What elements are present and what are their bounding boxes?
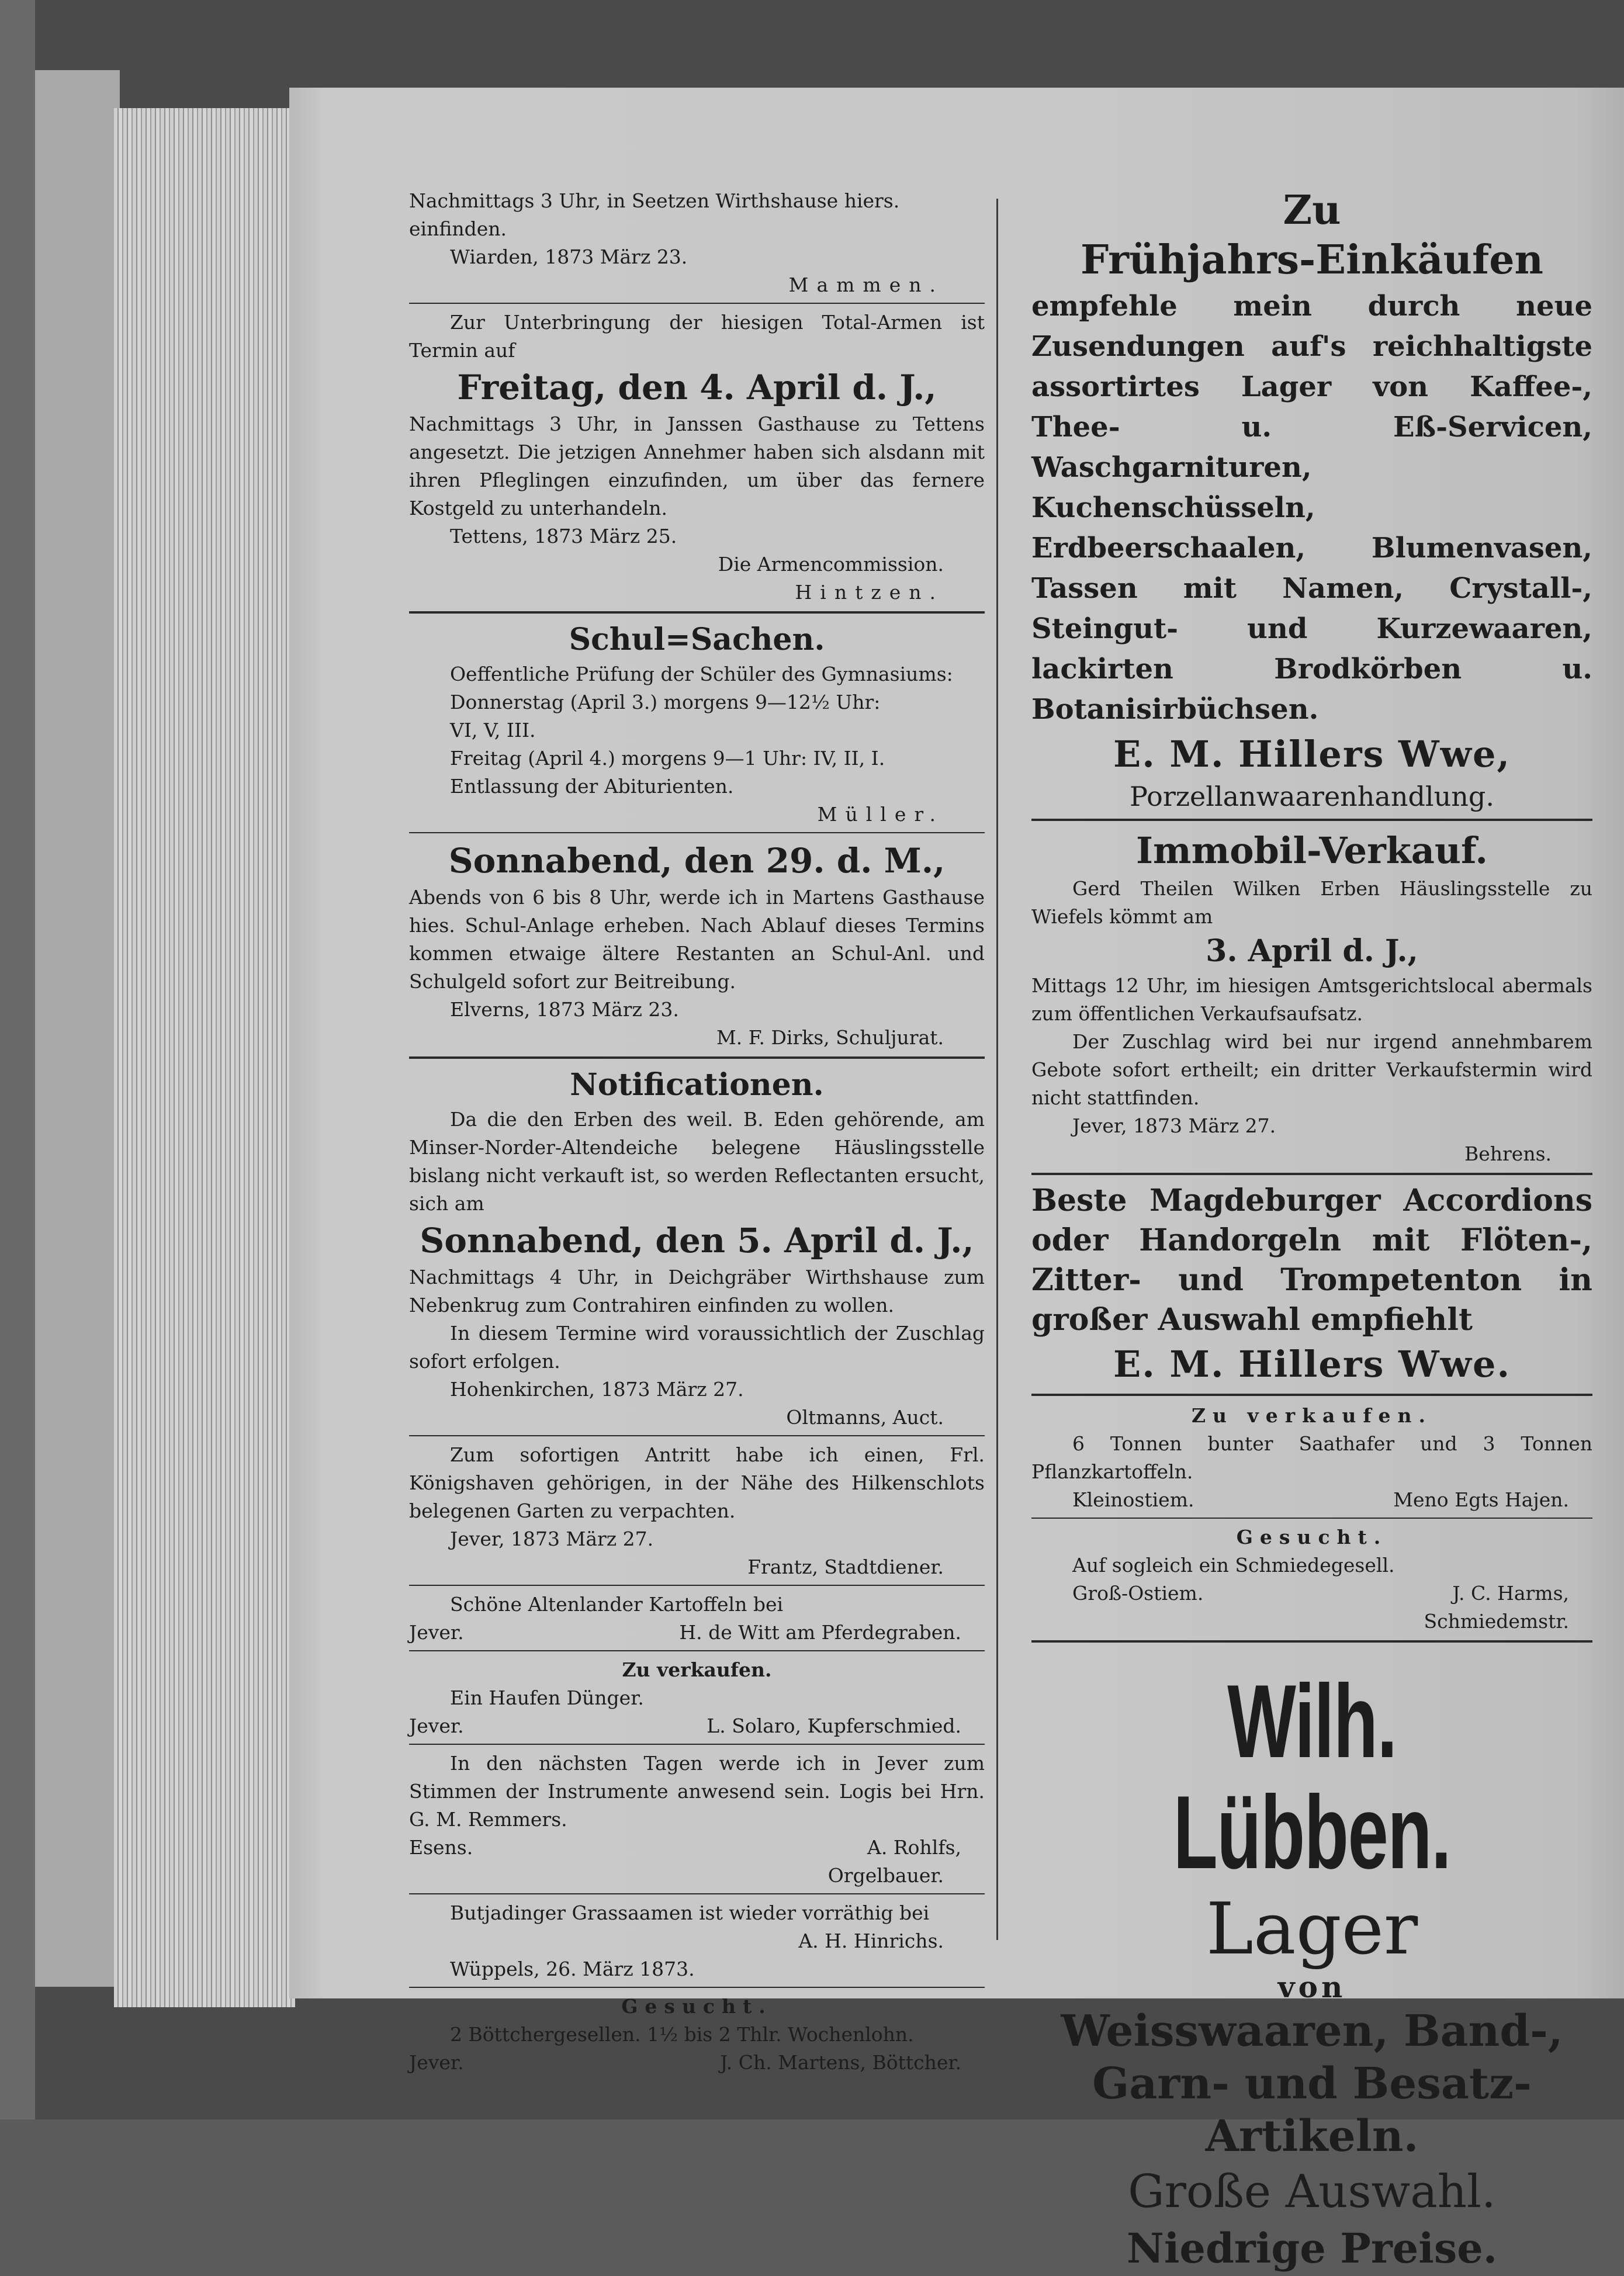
ad-heading: Zu (1283, 187, 1341, 234)
signature: L. Solaro, Kupferschmied. (707, 1714, 961, 1737)
divider (409, 1987, 985, 1988)
signature: Müller. (817, 803, 944, 826)
ad-body: Beste Magdeburger Accordions oder Handorgeln mit Flöten-, Zitter- und Trompetenton in großer Auswahl empfiehlt (1031, 1183, 1592, 1338)
divider (409, 611, 985, 614)
divider (1031, 1394, 1592, 1396)
divider (1031, 1640, 1592, 1643)
place-date: Wüppels, 26. März 1873. (450, 1958, 695, 1980)
ad-text: Niedrige Preise. (1126, 2224, 1498, 2272)
signature: Orgelbauer. (827, 1864, 944, 1887)
section-heading: Notificationen. (570, 1067, 824, 1103)
place-date: Jever, 1873 März 27. (450, 1527, 654, 1550)
notice-armen (409, 309, 985, 607)
place-date: Elverns, 1873 März 23. (450, 998, 679, 1021)
ad-text: Garn- und Besatz- (1092, 2059, 1532, 2109)
ad-firm: E. M. Hillers Wwe, (1113, 733, 1511, 775)
ad-schmiedegesell (1031, 1523, 1592, 1636)
ad-luebben (1031, 1663, 1592, 2276)
divider (1031, 1173, 1592, 1175)
signature: Frantz, Stadtdiener. (747, 1556, 944, 1578)
notice-intro: Zur Unterbringung der hiesigen Total-Armen ist Termin auf (409, 311, 985, 362)
ad-heading: Lager (1206, 1887, 1418, 1970)
text-line: einfinden. (409, 217, 507, 240)
notice-orgelbauer (409, 1750, 985, 1890)
ad-text: Weisswaaren, Band-, (1061, 2006, 1563, 2056)
notice-body: Abends von 6 bis 8 Uhr, werde ich in Martens Gasthause hies. Schul-Anlage erheben. Nach Ablauf dieses Termins kommen etwaige ältere Restanten an Schul-Anl. und Schulgeld sofort zur Beitreibung. (409, 886, 985, 993)
place: Jever. (409, 1621, 464, 1644)
place: Kleinostiem. (1072, 1488, 1194, 1511)
notice-schulanlage (409, 838, 985, 1052)
notice-body: 6 Tonnen bunter Saathafer und 3 Tonnen Pflanzkartoffeln. (1031, 1432, 1592, 1483)
signature: Die Armencommission. (718, 553, 944, 576)
divider (409, 1893, 985, 1894)
ad-firm: E. M. Hillers Wwe. (1113, 1343, 1511, 1385)
notice-duenger (409, 1656, 985, 1740)
notice-body: Nachmittags 3 Uhr, in Janssen Gasthause zu Tettens angesetzt. Die jetzigen Annehmer haben sich alsdann mit ihren Pfleglingen einzufinden, um über das fernere Kostgeld zu unterhandeln. (409, 413, 985, 519)
signature-row (409, 1712, 985, 1740)
notice-schule (409, 619, 985, 829)
book-cover-board (35, 70, 120, 1987)
ad-accordions (1031, 1181, 1592, 1389)
signature-row (409, 1619, 985, 1647)
signature-row (409, 2049, 985, 2077)
ad-saathafer (1031, 1402, 1592, 1514)
divider (1031, 1518, 1592, 1519)
text-line: Butjadinger Grassaamen ist wieder vorräthig bei (450, 1901, 930, 1924)
divider (409, 1650, 985, 1651)
text-line: Freitag (April 4.) morgens 9—1 Uhr: IV, II, I. (450, 747, 885, 770)
notice-body: In diesem Termine wird voraussichtlich der Zuschlag sofort erfolgen. (409, 1322, 985, 1373)
place-date: Wiarden, 1873 März 23. (450, 245, 688, 268)
notice-body: Zum sofortigen Antritt habe ich einen, Frl. Königshaven gehörigen, in der Nähe des Hilkenschlots belegenen Garten zu verpachten. (409, 1443, 985, 1522)
signature: Hintzen. (795, 581, 944, 604)
divider (409, 1056, 985, 1059)
place-date: Hohenkirchen, 1873 März 27. (450, 1378, 744, 1401)
divider (409, 303, 985, 304)
notice-date: Freitag, den 4. April d. J., (457, 368, 937, 407)
divider (409, 1435, 985, 1436)
notice-date: Sonnabend, den 5. April d. J., (420, 1221, 974, 1260)
notice-kartoffeln (409, 1591, 985, 1647)
signature-row (1031, 1579, 1592, 1608)
ad-text: Artikeln. (1205, 2111, 1419, 2161)
notice-garten (409, 1441, 985, 1581)
place: Groß-Ostiem. (1072, 1582, 1204, 1605)
notice-date: Sonnabend, den 29. d. M., (448, 841, 946, 881)
divider (409, 1744, 985, 1745)
notice-body: Der Zuschlag wird bei nur irgend annehmbarem Gebote sofort ertheilt; ein dritter Verkaufstermin wird nicht stattfinden. (1031, 1030, 1592, 1109)
left-column (409, 187, 985, 2077)
ad-firm-name: Wilh. Lübben. (1173, 1663, 1451, 1890)
section-heading: Gesucht. (1236, 1526, 1388, 1548)
place-date: Tettens, 1873 März 25. (450, 525, 677, 548)
text-line: Auf sogleich ein Schmiedegesell. (1072, 1554, 1395, 1577)
text-line: 2 Böttchergesellen. 1½ bis 2 Thlr. Wochenlohn. (450, 2023, 914, 2046)
ad-heading: Immobil-Verkauf. (1135, 829, 1488, 872)
place: Jever. (409, 2051, 464, 2074)
text-line: VI, V, III. (450, 719, 536, 742)
signature: H. de Witt am Pferdegraben. (679, 1621, 961, 1644)
signature: Meno Egts Hajen. (1393, 1488, 1569, 1511)
ad-fruehjahr (1031, 187, 1592, 814)
text-line: Ein Haufen Dünger. (450, 1686, 644, 1709)
text-line: Donnerstag (April 3.) morgens 9—12½ Uhr: (450, 691, 881, 713)
section-heading: Zu verkaufen. (622, 1658, 772, 1681)
signature: Oltmanns, Auct. (786, 1406, 944, 1429)
divider (409, 832, 985, 833)
signature: Mammen. (788, 273, 944, 296)
ad-heading: Frühjahrs-Einkäufen (1081, 237, 1543, 283)
ad-text: Große Auswahl. (1128, 2166, 1496, 2218)
ad-text: von (1277, 1970, 1346, 2004)
divider (409, 1585, 985, 1586)
section-heading: Gesucht. (621, 1995, 773, 2018)
signature: J. C. Harms, (1452, 1582, 1569, 1605)
divider (1031, 819, 1592, 821)
ad-immobil (1031, 827, 1592, 1168)
column-divider (996, 199, 998, 1940)
page-stack (114, 108, 295, 2007)
signature: J. Ch. Martens, Böttcher. (720, 2051, 961, 2074)
section-heading: Schul=Sachen. (569, 622, 825, 657)
notice-notificationen (409, 1065, 985, 1432)
notice-body: Mittags 12 Uhr, im hiesigen Amtsgerichtslocal abermals zum öffentlichen Verkaufsaufsatz. (1031, 974, 1592, 1025)
signature: A. H. Hinrichs. (798, 1929, 944, 1952)
place: Esens. (409, 1836, 473, 1859)
signature: M. F. Dirks, Schuljurat. (716, 1026, 944, 1049)
place: Jever. (409, 1714, 464, 1737)
notice-body: Gerd Theilen Wilken Erben Häuslingsstelle zu Wiefels kömmt am (1031, 877, 1592, 928)
place-date: Jever, 1873 März 27. (1072, 1114, 1276, 1137)
text-line: Nachmittags 3 Uhr, in Seetzen Wirthshause hiers. (409, 189, 900, 212)
signature: Behrens. (1464, 1142, 1552, 1165)
signature-row (409, 1834, 985, 1862)
signature-row (1031, 1486, 1592, 1514)
signature: Schmiedemstr. (1424, 1610, 1569, 1633)
right-column (1031, 187, 1592, 2276)
section-heading: Zu verkaufen. (1191, 1404, 1433, 1427)
ad-subtitle: Porzellanwaarenhandlung. (1130, 781, 1494, 812)
notice-date: 3. April d. J., (1206, 933, 1418, 969)
notice-boettcher (409, 1993, 985, 2077)
notice-body: In den nächsten Tagen werde ich in Jever zum Stimmen der Instrumente anwesend sein. Logis bei Hrn. G. M. Remmers. (409, 1752, 985, 1831)
book-cover-edge (0, 0, 35, 2119)
notice-body: Da die den Erben des weil. B. Eden gehörende, am Minser-Norder-Altendeiche belegene Häuslingsstelle bislang nicht verkauft ist, so werden Reflectanten ersucht, sich am (409, 1108, 985, 1215)
text-line: Entlassung der Abiturienten. (450, 775, 734, 798)
notice-grassaamen (409, 1899, 985, 1983)
notice-body: Nachmittags 4 Uhr, in Deichgräber Wirthshause zum Nebenkrug zum Contrahiren einfinden zu wollen. (409, 1266, 985, 1317)
notice-intro: Oeffentliche Prüfung der Schüler des Gymnasiums: (450, 663, 953, 685)
notice-mammen (409, 187, 985, 299)
text-line: Schöne Altenlander Kartoffeln bei (450, 1593, 784, 1616)
ad-body: empfehle mein durch neue Zusendungen auf's reichhaltigste assortirtes Lager von Kaffee-, Thee- u. Eß-Servicen, Waschgarnituren, Kuchenschüsseln, Erdbeerschaalen, Blumenvasen, Tassen mit Namen, Crystall-, Steingut- und Kurzewaaren, lackirten Brodkörben u. Botanisirbüchsen. (1031, 290, 1592, 726)
signature: A. Rohlfs, (867, 1836, 961, 1859)
